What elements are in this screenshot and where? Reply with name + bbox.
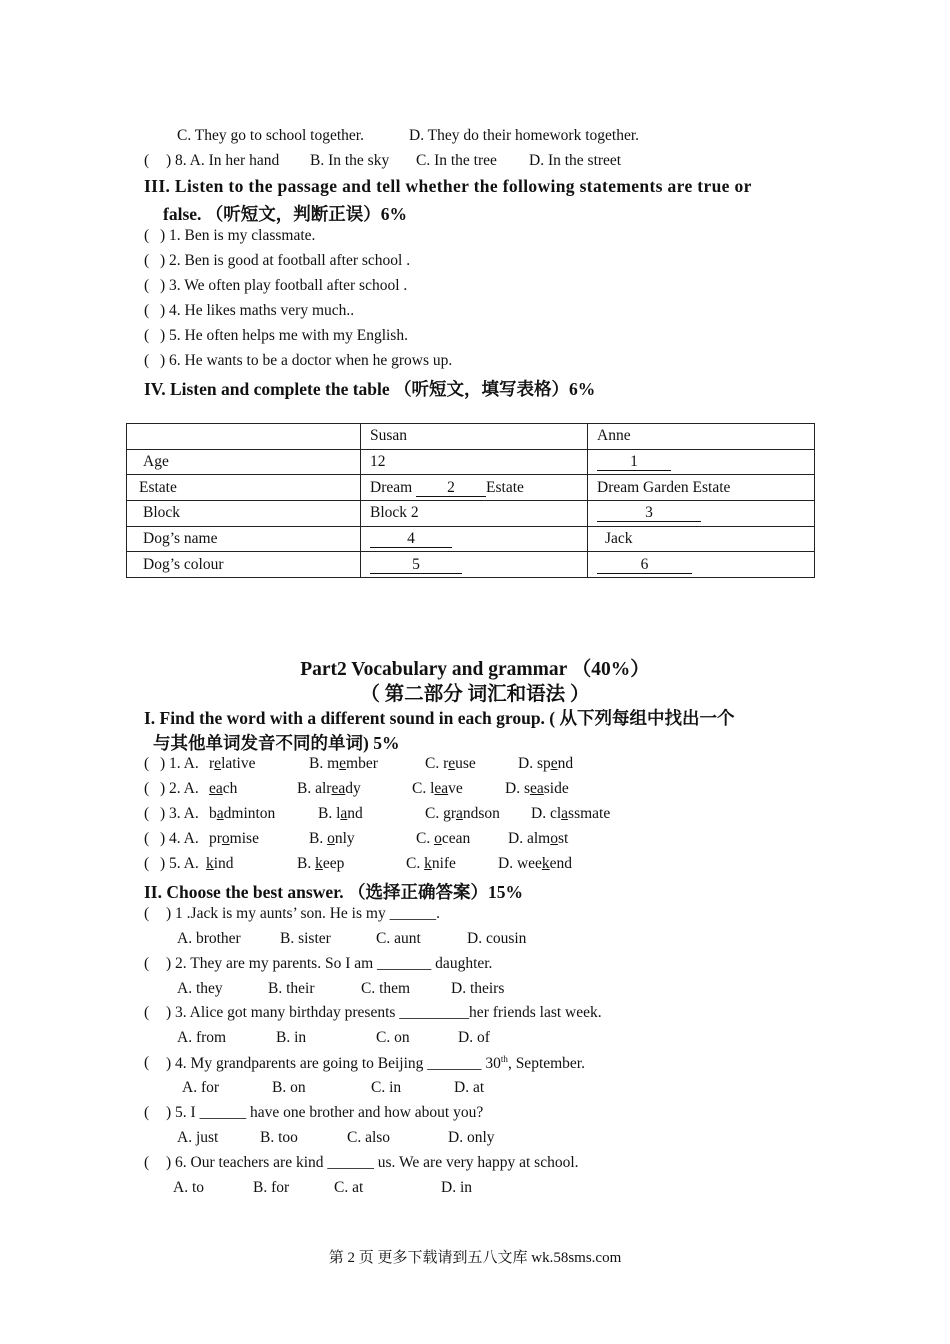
q7-option-c: C. They go to school together. [177, 127, 364, 144]
section-iii-title-line1: III. Listen to the passage and tell whether the following statements are true or [144, 176, 752, 196]
text: side [543, 780, 569, 797]
option-d: D. only [448, 1129, 495, 1146]
text: dy [345, 780, 361, 797]
option-c [406, 855, 456, 873]
text: nd [347, 805, 363, 822]
stem-text: ) 4. My grandparents are going to Beijing _______ 30 [166, 1055, 501, 1073]
underlined-sound: o [434, 830, 442, 847]
underlined-sound: k [206, 855, 214, 872]
answer-paren: ( [144, 780, 150, 797]
text: D. sp [518, 755, 551, 772]
table-header-cell: Anne [588, 424, 815, 450]
option-d [505, 780, 569, 798]
q8-stem: ) 8. A. In her hand [166, 152, 280, 169]
text: ssmate [568, 805, 611, 822]
option-d: D. of [458, 1029, 490, 1046]
part2-subheading: （ 第二部分 词汇和语法 ） [360, 684, 590, 705]
text: b [209, 805, 217, 822]
option-a [209, 755, 256, 773]
answer-paren: ( [144, 1104, 150, 1121]
tf-item: ) 2. Ben is good at football after school . [160, 252, 411, 269]
option-c: C. on [376, 1029, 410, 1046]
option-d: D. cousin [467, 930, 527, 947]
table-row [127, 449, 815, 475]
option-b: B. in [276, 1029, 307, 1046]
underlined-sound: k [541, 855, 550, 872]
tf-item: ) 4. He likes maths very much.. [160, 302, 355, 319]
text: D. cl [531, 805, 562, 822]
row-label: Dog’s colour [127, 552, 361, 578]
underlined-sound: o [327, 830, 335, 847]
tf-item: ) 5. He often helps me with my English. [160, 327, 408, 344]
q7-option-d: D. They do their homework together. [409, 127, 640, 144]
text: r [209, 755, 215, 772]
underlined-sound: a [216, 805, 224, 822]
blank-1: 1 [597, 454, 671, 471]
option-d: D. at [454, 1079, 485, 1096]
option-c [416, 830, 470, 848]
cell-susan [361, 475, 588, 501]
option-a [209, 805, 275, 823]
underlined-sound: ea [529, 780, 544, 797]
text: ind [213, 855, 234, 872]
option-c: C. them [361, 980, 411, 997]
option-d [531, 805, 610, 823]
underlined-sound: a [561, 805, 569, 822]
answer-paren: ( [144, 1154, 150, 1171]
option-a: A. brother [177, 930, 241, 947]
blank-3: 3 [597, 505, 701, 522]
underlined-sound: o [221, 830, 230, 847]
tf-item: ) 3. We often play football after school . [160, 277, 408, 294]
blank-5: 5 [370, 557, 462, 574]
underlined-sound: ea [331, 780, 346, 797]
text: pr [209, 830, 222, 847]
option-c [425, 755, 476, 773]
cell-anne [588, 552, 815, 578]
option-a [209, 780, 237, 798]
option-c: C. at [334, 1179, 364, 1196]
text: mber [346, 755, 378, 772]
underlined-sound: e [339, 755, 347, 772]
question-number: ) 4. A. [160, 830, 199, 847]
option-a: A. they [177, 980, 223, 997]
option-b [309, 755, 378, 773]
question-number: ) 1. A. [160, 755, 199, 772]
answer-paren: ( [144, 277, 150, 294]
cell-susan: 12 [361, 449, 588, 475]
tf-item: ) 1. Ben is my classmate. [160, 227, 316, 244]
text: lative [221, 755, 256, 772]
option-c [412, 780, 463, 798]
tf-item: ) 6. He wants to be a doctor when he grows up. [160, 352, 453, 369]
text: dminton [223, 805, 276, 822]
ordinal-suffix: th [500, 1054, 508, 1064]
q8-option-d: D. In the street [529, 152, 622, 169]
underlined-sound: k [424, 855, 432, 872]
text: nly [334, 830, 355, 847]
option-b [318, 805, 363, 823]
answer-paren: ( [144, 755, 150, 772]
cell-text: Dream [370, 478, 413, 496]
blank-4: 4 [370, 531, 452, 548]
answer-paren: ( [144, 905, 150, 922]
text: end [549, 855, 573, 872]
question-stem: ) 2. They are my parents. So I am _______ daughter. [166, 955, 493, 972]
section-iv-title: IV. Listen and complete the table （听短文，填写表格）6% [144, 379, 596, 399]
row-label: Dog’s name [127, 526, 361, 552]
cell-text: Estate [486, 478, 524, 496]
cell-susan: Block 2 [361, 501, 588, 527]
question-number: ) 3. A. [160, 805, 199, 822]
underlined-sound: a [340, 805, 348, 822]
text: st [557, 830, 569, 847]
cell-susan [361, 526, 588, 552]
option-b: B. too [260, 1129, 298, 1146]
question-stem: ) 1 .Jack is my aunts’ son. He is my ______. [166, 905, 440, 922]
text: C. l [412, 780, 435, 797]
underlined-sound: a [456, 805, 463, 822]
option-a: A. just [177, 1129, 219, 1146]
section-i-title-line1: I. Find the word with a different sound in each group. ( 从下列每组中找出一个 [144, 708, 735, 728]
row-label: Block [127, 501, 361, 527]
option-d: D. theirs [451, 980, 505, 997]
option-a: A. for [182, 1079, 220, 1096]
table-header-row [127, 424, 815, 450]
section-i-title-line2: 与其他单词发音不同的单词) 5% [153, 733, 400, 753]
option-b [297, 855, 344, 873]
answer-paren: ( [144, 152, 150, 169]
section-iii-title-line2: false. （听短文，判断正误）6% [163, 204, 408, 224]
answer-paren: ( [144, 855, 150, 872]
option-c: C. in [371, 1079, 402, 1096]
answer-paren: ( [144, 805, 150, 822]
underlined-sound: ea [209, 780, 223, 797]
answer-paren: ( [144, 1004, 150, 1021]
underlined-sound: e [448, 755, 456, 772]
option-d: D. in [441, 1179, 472, 1196]
text: C. [416, 830, 435, 847]
option-c: C. also [347, 1129, 391, 1146]
answer-paren: ( [144, 1054, 150, 1071]
option-d [518, 755, 573, 773]
option-a: A. to [173, 1179, 204, 1196]
option-c [425, 805, 500, 823]
option-a [209, 830, 259, 848]
underlined-sound: o [550, 830, 558, 847]
text: D. s [505, 780, 530, 797]
row-label: Age [127, 449, 361, 475]
cell-anne [588, 449, 815, 475]
text: nd [557, 755, 574, 772]
table-row [127, 552, 815, 578]
question-stem [166, 1054, 585, 1073]
option-b: B. sister [280, 930, 331, 947]
text: C. [406, 855, 425, 872]
option-c: C. aunt [376, 930, 421, 947]
text: use [455, 755, 476, 772]
text: D. alm [508, 830, 551, 847]
underlined-sound: ea [434, 780, 449, 797]
row-label: Estate [127, 475, 361, 501]
option-b: B. their [268, 980, 315, 997]
text: cean [441, 830, 471, 847]
text: B. m [309, 755, 340, 772]
stem-text: , September. [507, 1055, 585, 1073]
text: D. wee [498, 855, 542, 872]
text: mise [229, 830, 259, 847]
cell-anne: Dream Garden Estate [588, 475, 815, 501]
option-b [297, 780, 361, 798]
q8-option-b: B. In the sky [310, 152, 390, 169]
page-footer: 第 2 页 更多下载请到五八文库 wk.58sms.com [328, 1250, 622, 1266]
text: eep [322, 855, 345, 872]
answer-paren: ( [144, 830, 150, 847]
table-row [127, 526, 815, 552]
answer-paren: ( [144, 955, 150, 972]
text: ve [448, 780, 463, 797]
underlined-sound: k [315, 855, 323, 872]
text: B. l [318, 805, 341, 822]
answer-paren: ( [144, 252, 150, 269]
text: ch [222, 780, 238, 797]
text: nife [431, 855, 456, 872]
answer-paren: ( [144, 227, 150, 244]
section-ii-title: II. Choose the best answer. （选择正确答案）15% [144, 882, 524, 902]
text: C. gr [425, 805, 456, 822]
question-stem: ) 5. I ______ have one brother and how about you? [166, 1104, 484, 1121]
table-row [127, 475, 815, 501]
answer-paren: ( [144, 327, 150, 344]
listening-table [126, 423, 815, 578]
table-row [127, 501, 815, 527]
cell-anne [588, 501, 815, 527]
text: C. r [425, 755, 449, 772]
answer-paren: ( [144, 352, 150, 369]
option-b: B. on [272, 1079, 306, 1096]
underlined-sound: e [550, 755, 558, 772]
option-a [206, 855, 234, 873]
option-b [309, 830, 355, 848]
question-number: ) 5. A. [160, 855, 199, 872]
table-header-cell: Susan [361, 424, 588, 450]
question-stem: ) 6. Our teachers are kind ______ us. We are very happy at school. [166, 1154, 579, 1171]
option-d [498, 855, 572, 873]
question-stem: ) 3. Alice got many birthday presents _________her friends last week. [166, 1004, 602, 1021]
cell-anne: Jack [588, 526, 815, 552]
question-number: ) 2. A. [160, 780, 199, 797]
text: B. alr [297, 780, 332, 797]
part2-heading: Part2 Vocabulary and grammar （40%） [300, 659, 650, 680]
answer-paren: ( [144, 302, 150, 319]
cell-susan [361, 552, 588, 578]
option-d [508, 830, 568, 848]
underlined-sound: e [214, 755, 222, 772]
option-a: A. from [177, 1029, 227, 1046]
table-header-cell [127, 424, 361, 450]
text: B. [309, 830, 328, 847]
q8-option-c: C. In the tree [416, 152, 497, 169]
blank-6: 6 [597, 557, 692, 574]
option-b: B. for [253, 1179, 290, 1196]
text: B. [297, 855, 316, 872]
text: ndson [462, 805, 500, 822]
blank-2: 2 [416, 480, 486, 497]
